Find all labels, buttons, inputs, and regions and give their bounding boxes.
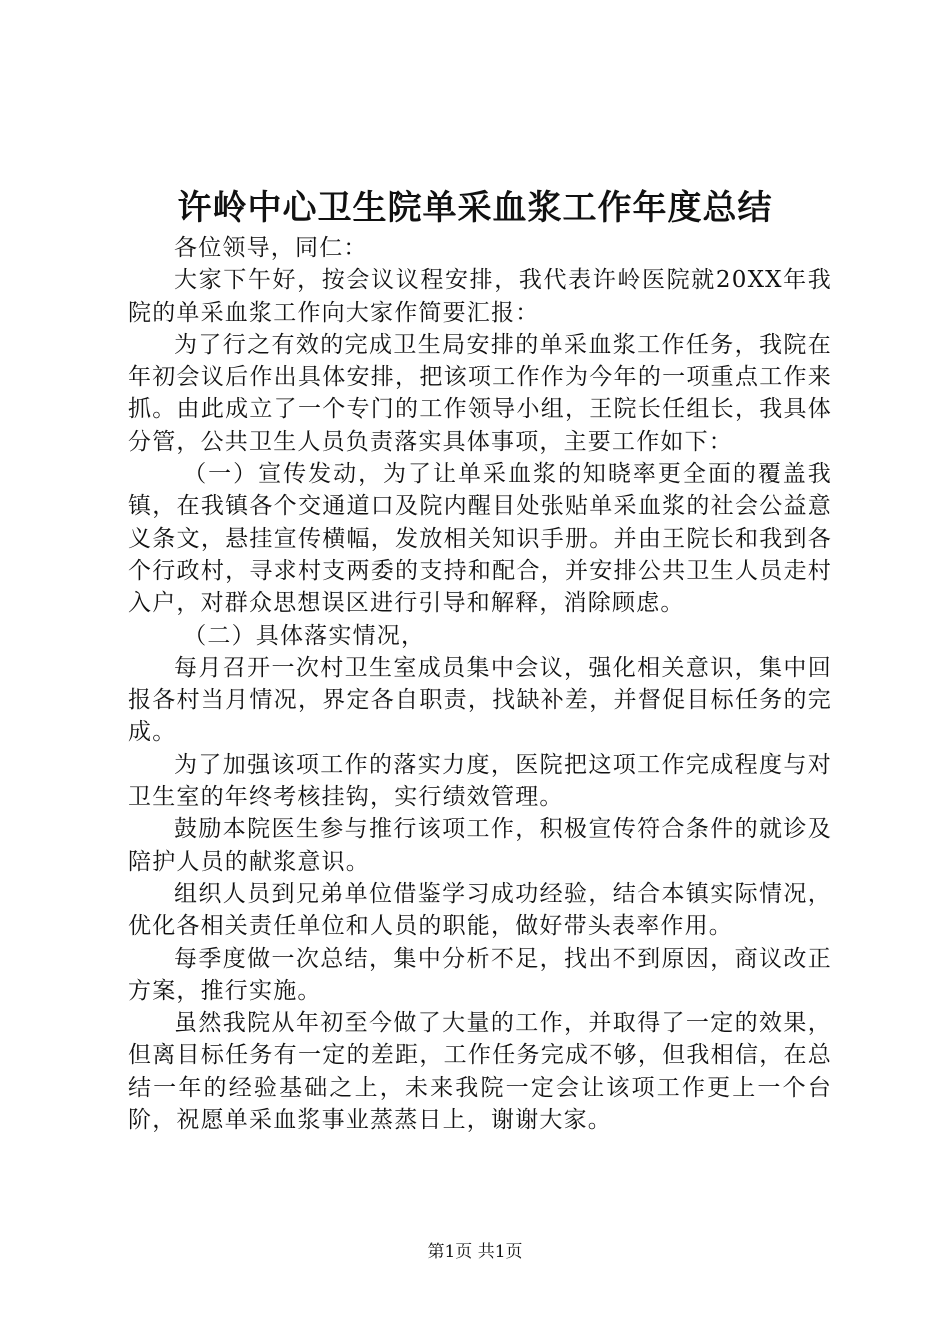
paragraph-intro: 大家下午好，按会议议程安排，我代表许岭医院就20XX年我院的单采血浆工作向大家作简要汇报：: [128, 267, 832, 326]
paragraph-quarterly-summary: 每季度做一次总结，集中分析不足，找出不到原因，商议改正方案，推行实施。: [128, 945, 832, 1004]
document-body: [128, 232, 832, 1136]
paragraph-conclusion: 虽然我院从年初至今做了大量的工作，并取得了一定的效果，但离目标任务有一定的差距，工作任务完成不够，但我相信，在总结一年的经验基础之上，未来我院一定会让该项工作更上一个台阶，祝愿单采血浆事业蒸蒸日上，谢谢大家。: [128, 1010, 832, 1134]
paragraph-greeting: 各位领导，同仁：: [174, 235, 368, 261]
paragraph-section-publicity: （一）宣传发动，为了让单采血浆的知晓率更全面的覆盖我镇，在我镇各个交通道口及院内醒目处张贴单采血浆的社会公益意义条文，悬挂宣传横幅，发放相关知识手册。并由王院长和我到各个行政村，寻求村支两委的支持和配合，并安排公共卫生人员走村入户，对群众思想误区进行引导和解释，消除顾虑。: [128, 461, 832, 617]
paragraph-learning: 组织人员到兄弟单位借鉴学习成功经验，结合本镇实际情况，优化各相关责任单位和人员的职能，做好带头表率作用。: [128, 880, 832, 940]
page-number: 第1页 共1页: [427, 1242, 523, 1262]
paragraph-overview: 为了行之有效的完成卫生局安排的单采血浆工作任务，我院在年初会议后作出具体安排，把该项工作作为今年的一项重点工作来抓。由此成立了一个专门的工作领导小组，王院长任组长，我具体分管，公共卫生人员负责落实具体事项，主要工作如下：: [128, 331, 832, 455]
paragraph-section-implementation: （二）具体落实情况，: [183, 622, 426, 649]
paragraph-assessment: 为了加强该项工作的落实力度，医院把这项工作完成程度与对卫生室的年终考核挂钩，实行绩效管理。: [128, 751, 832, 811]
paragraph-monthly-meeting: 每月召开一次村卫生室成员集中会议，强化相关意识，集中回报各村当月情况，界定各自职责，找缺补差，并督促目标任务的完成。: [128, 654, 832, 746]
document-title: 许岭中心卫生院单采血浆工作年度总结: [177, 188, 773, 228]
paragraph-encourage-doctors: 鼓励本院医生参与推行该项工作，积极宣传符合条件的就诊及陪护人员的献浆意识。: [128, 816, 832, 875]
